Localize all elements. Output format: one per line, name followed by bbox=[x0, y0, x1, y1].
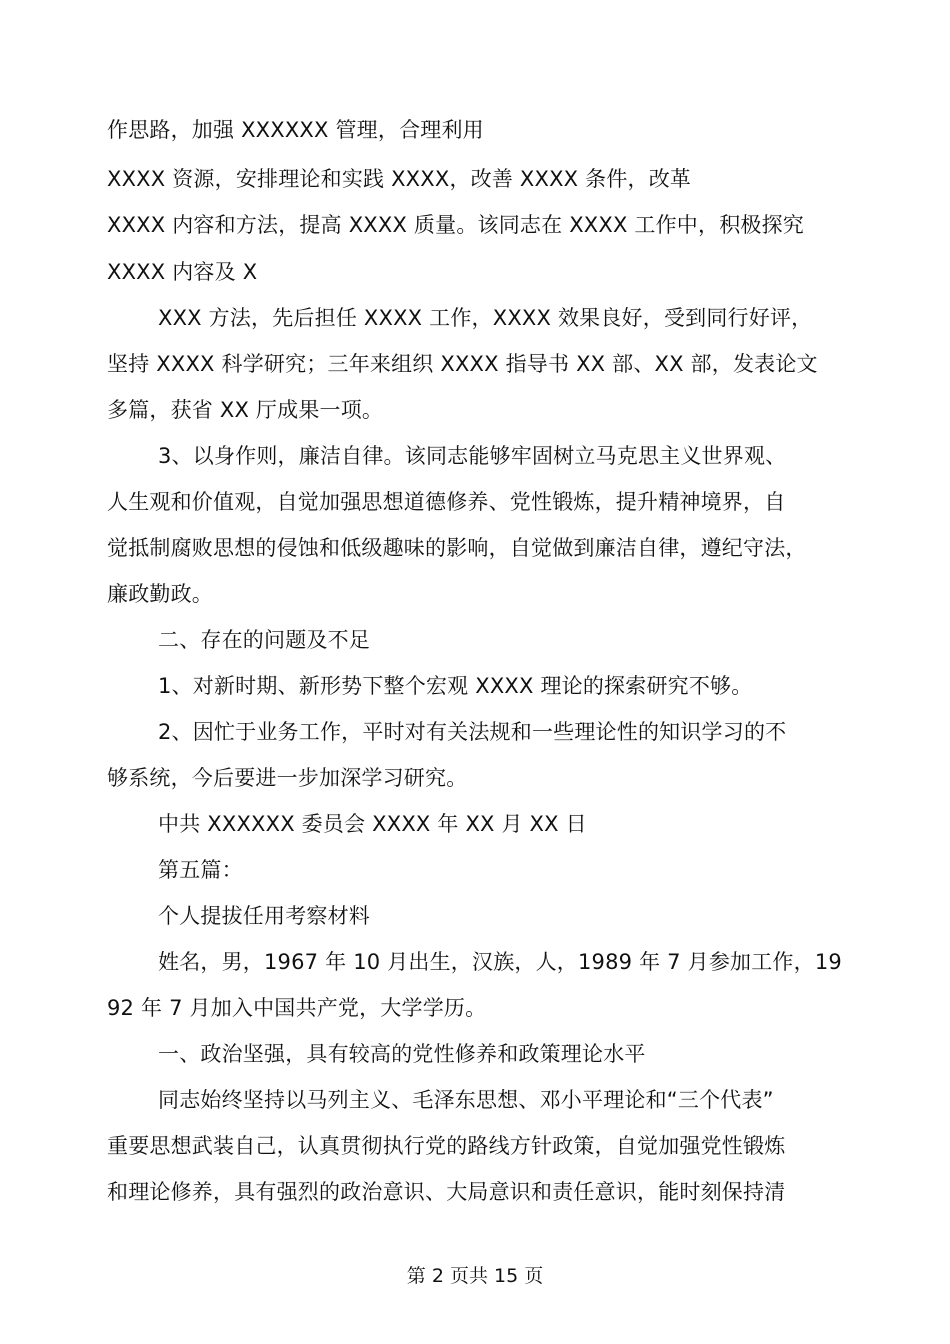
text-line: 够系统，今后要进一步加深学习研究。 bbox=[107, 766, 468, 790]
text-line: 同志始终坚持以马列主义、毛泽东思想、邓小平理论和“三个代表” bbox=[158, 1088, 774, 1112]
text-line: 作思路，加强 XXXXXX 管理，合理利用 bbox=[107, 118, 484, 142]
text-line: 多篇，获省 XX 厅成果一项。 bbox=[107, 398, 384, 422]
text-line: 姓名，男，1967 年 10 月出生，汉族，人，1989 年 7 月参加工作，19 bbox=[158, 950, 842, 974]
section-heading: 一、政治坚强，具有较高的党性修养和政策理论水平 bbox=[158, 1042, 646, 1066]
section-heading: 二、存在的问题及不足 bbox=[158, 628, 370, 652]
document-title: 个人提拔任用考察材料 bbox=[158, 904, 370, 928]
text-line: 坚持 XXXX 科学研究；三年来组织 XXXX 指导书 XX 部、XX 部，发表论文 bbox=[107, 352, 818, 376]
text-line: XXX 方法，先后担任 XXXX 工作，XXXX 效果良好，受到同行好评， bbox=[158, 306, 813, 330]
text-line: 3、以身作则，廉洁自律。该同志能够牢固树立马克思主义世界观、 bbox=[158, 444, 787, 468]
text-line: 重要思想武装自己，认真贯彻执行党的路线方针政策，自觉加强党性锻炼 bbox=[107, 1134, 786, 1158]
page-number: 第 2 页共 15 页 bbox=[406, 1265, 544, 1287]
text-line: 人生观和价值观，自觉加强思想道德修养、党性锻炼，提升精神境界，自 bbox=[107, 490, 786, 514]
text-line: 和理论修养，具有强烈的政治意识、大局意识和责任意识，能时刻保持清 bbox=[107, 1180, 786, 1204]
text-line: 2、因忙于业务工作，平时对有关法规和一些理论性的知识学习的不 bbox=[158, 720, 787, 744]
chapter-heading: 第五篇： bbox=[158, 858, 243, 882]
text-line: 1、对新时期、新形势下整个宏观 XXXX 理论的探索研究不够。 bbox=[158, 674, 753, 698]
text-line: 92 年 7 月加入中国共产党，大学学历。 bbox=[107, 996, 487, 1020]
text-line: XXXX 内容及 X bbox=[107, 260, 258, 284]
signature-line: 中共 XXXXXX 委员会 XXXX 年 XX 月 XX 日 bbox=[158, 812, 587, 836]
text-line: XXXX 资源，安排理论和实践 XXXX，改善 XXXX 条件，改革 bbox=[107, 167, 692, 191]
text-line: 廉政勤政。 bbox=[107, 582, 213, 606]
text-line: XXXX 内容和方法，提高 XXXX 质量。该同志在 XXXX 工作中，积极探究 bbox=[107, 213, 805, 237]
text-line: 觉抵制腐败思想的侵蚀和低级趣味的影响，自觉做到廉洁自律，遵纪守法， bbox=[107, 536, 807, 560]
